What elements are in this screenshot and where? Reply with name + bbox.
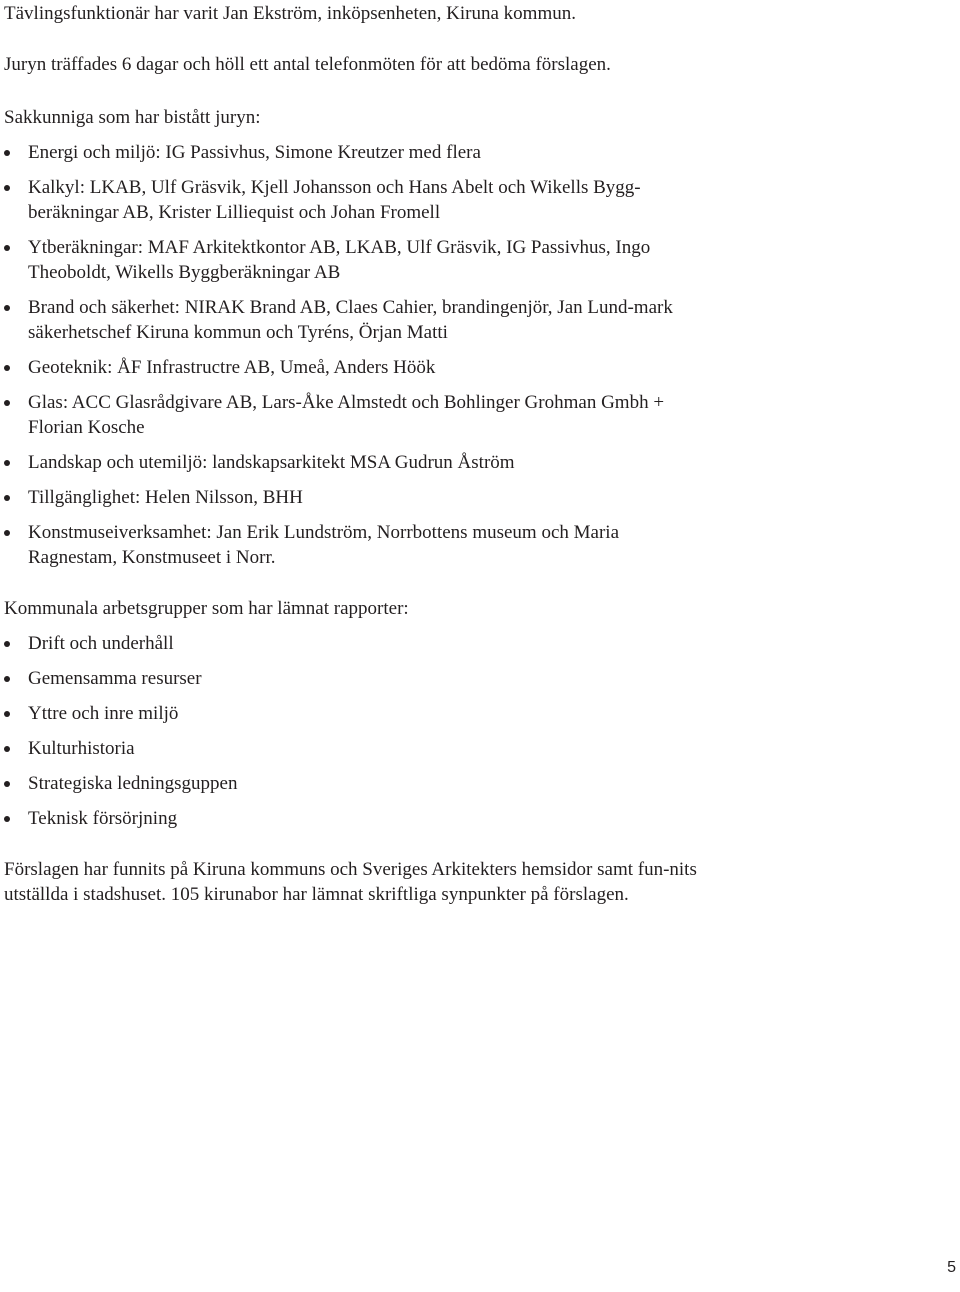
groups-heading: Kommunala arbetsgrupper som har lämnat rapporter:: [4, 598, 409, 619]
page-number: 5: [947, 1259, 956, 1276]
intro-line-official: Tävlingsfunktionär har varit Jan Ekström, inköpsenheten, Kiruna kommun.: [4, 3, 576, 24]
list-item: Kulturhistoria: [4, 736, 704, 761]
list-item: Geoteknik: ÅF Infrastructre AB, Umeå, Anders Höök: [4, 355, 704, 380]
document-page: [4, 0, 704, 907]
list-item: Tillgänglighet: Helen Nilsson, BHH: [4, 485, 704, 510]
list-item: Brand och säkerhet: NIRAK Brand AB, Claes Cahier, brandingenjör, Jan Lund-mark säkerhetschef Kiruna kommun och Tyréns, Örjan Matti: [4, 295, 704, 345]
list-item: Energi och miljö: IG Passivhus, Simone Kreutzer med flera: [4, 140, 704, 165]
list-item: Yttre och inre miljö: [4, 701, 704, 726]
experts-list: [4, 140, 704, 570]
intro-line-jury: Juryn träffades 6 dagar och höll ett antal telefonmöten för att bedöma förslagen.: [4, 54, 611, 75]
experts-heading: Sakkunniga som har bistått juryn:: [4, 107, 261, 128]
groups-list: [4, 631, 704, 831]
list-item: Drift och underhåll: [4, 631, 704, 656]
closing-paragraph: Förslagen har funnits på Kiruna kommuns och Sveriges Arkitekters hemsidor samt fun-nits utställda i stadshuset. 105 kirunabor har lämnat skriftliga synpunkter på förslagen.: [4, 859, 697, 905]
list-item: Teknisk försörjning: [4, 806, 704, 831]
list-item: Konstmuseiverksamhet: Jan Erik Lundström, Norrbottens museum och Maria Ragnestam, Konstmuseet i Norr.: [4, 520, 704, 570]
list-item: Glas: ACC Glasrådgivare AB, Lars-Åke Almstedt och Bohlinger Grohman Gmbh + Florian Kosche: [4, 390, 704, 440]
list-item: Strategiska ledningsguppen: [4, 771, 704, 796]
list-item: Kalkyl: LKAB, Ulf Gräsvik, Kjell Johansson och Hans Abelt och Wikells Bygg-beräkningar AB, Krister Lilliequist och Johan Fromell: [4, 175, 704, 225]
list-item: Gemensamma resurser: [4, 666, 704, 691]
list-item: Ytberäkningar: MAF Arkitektkontor AB, LKAB, Ulf Gräsvik, IG Passivhus, Ingo Theoboldt, Wikells Byggberäkningar AB: [4, 235, 704, 285]
list-item: Landskap och utemiljö: landskapsarkitekt MSA Gudrun Åström: [4, 450, 704, 475]
